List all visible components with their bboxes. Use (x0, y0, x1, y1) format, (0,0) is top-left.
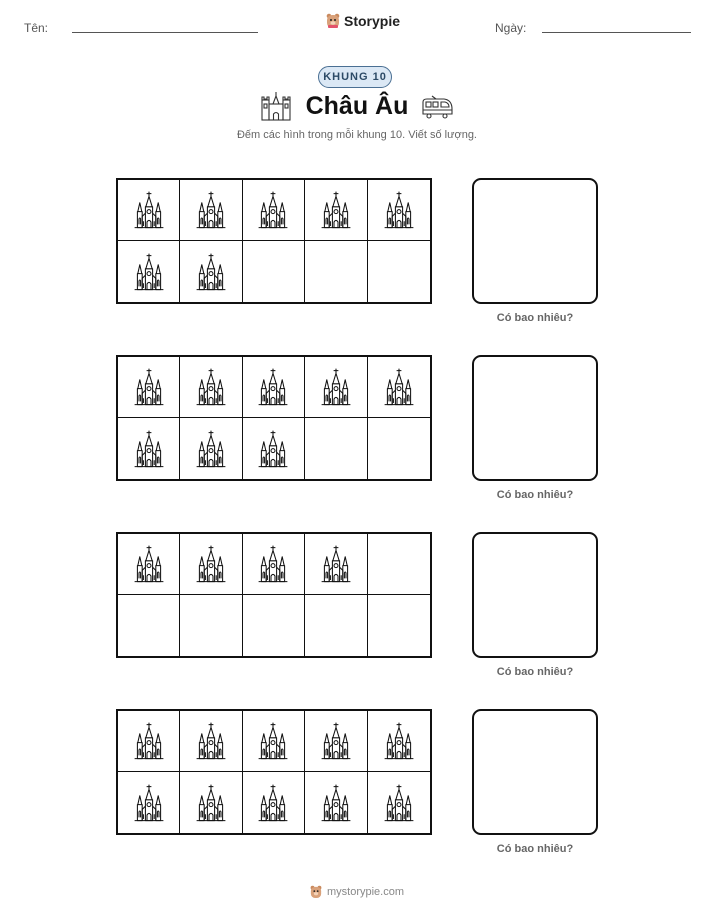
cathedral-icon (320, 781, 352, 825)
ten-frame-cell (243, 711, 305, 772)
ten-frame-cell (180, 534, 242, 595)
brand-name: Storypie (344, 13, 401, 29)
count-question: Có bao nhiêu? (496, 489, 574, 501)
cathedral-icon (383, 719, 415, 763)
name-label: Tên: (24, 21, 49, 35)
cathedral-icon (257, 188, 289, 232)
cathedral-icon (195, 250, 227, 294)
ten-frame-cell (180, 357, 242, 418)
cathedral-icon (383, 365, 415, 409)
cathedral-icon (195, 781, 227, 825)
date-label: Ngày: (495, 21, 527, 35)
ten-frame-cell (118, 534, 180, 595)
ten-frame-cell (118, 595, 180, 656)
ten-frame (116, 355, 432, 481)
bear-icon (326, 13, 340, 29)
cathedral-icon (133, 427, 165, 471)
answer-box[interactable] (472, 355, 598, 481)
cathedral-icon (195, 365, 227, 409)
train-icon (420, 95, 454, 119)
footer (0, 885, 714, 899)
cathedral-icon (195, 719, 227, 763)
answer-box[interactable] (472, 532, 598, 658)
ten-frame-cell (305, 357, 367, 418)
cathedral-icon (320, 188, 352, 232)
ten-frame-cell (118, 180, 180, 241)
cathedral-icon (257, 719, 289, 763)
cathedral-icon (195, 427, 227, 471)
cathedral-icon (257, 365, 289, 409)
ten-frame-cell (180, 418, 242, 479)
count-question: Có bao nhiêu? (496, 312, 574, 324)
bear-icon (310, 885, 322, 899)
ten-frame-cell (368, 772, 430, 833)
ten-frame-cell (305, 534, 367, 595)
ten-frame-cell (368, 357, 430, 418)
ten-frame-cell (368, 711, 430, 772)
cathedral-icon (257, 542, 289, 586)
cathedral-icon (195, 188, 227, 232)
cathedral-icon (195, 542, 227, 586)
ten-frame-cell (118, 241, 180, 302)
count-question: Có bao nhiêu? (496, 843, 574, 855)
ten-frame-cell (118, 772, 180, 833)
cathedral-icon (133, 781, 165, 825)
cathedral-icon (133, 365, 165, 409)
name-field[interactable] (72, 32, 258, 33)
ten-frame-cell (368, 595, 430, 656)
date-field[interactable] (542, 32, 691, 33)
cathedral-icon (383, 781, 415, 825)
cathedral-icon (133, 719, 165, 763)
ten-frame-cell (243, 772, 305, 833)
cathedral-icon (133, 542, 165, 586)
cathedral-icon (133, 188, 165, 232)
cathedral-icon (320, 719, 352, 763)
ten-frame-cell (305, 180, 367, 241)
ten-frame-cell (243, 180, 305, 241)
ten-frame-cell (368, 418, 430, 479)
cathedral-icon (257, 781, 289, 825)
cathedral-icon (133, 250, 165, 294)
ten-frame-cell (180, 772, 242, 833)
footer-url: mystorypie.com (326, 886, 405, 898)
ten-frame-cell (243, 357, 305, 418)
ten-frame-cell (368, 241, 430, 302)
ten-frame-cell (305, 595, 367, 656)
ten-frame-cell (180, 241, 242, 302)
ten-frame-cell (180, 711, 242, 772)
ten-frame (116, 178, 432, 304)
ten-frame-cell (243, 534, 305, 595)
cathedral-icon (383, 188, 415, 232)
ten-frame-cell (118, 711, 180, 772)
ten-frame-cell (243, 241, 305, 302)
answer-box[interactable] (472, 709, 598, 835)
ten-frame-cell (180, 595, 242, 656)
instructions: Đếm các hình trong mỗi khung 10. Viết số lượng. (236, 129, 477, 141)
page-title: Châu Âu (305, 92, 409, 120)
ten-frame-cell (305, 418, 367, 479)
ten-frame-cell (305, 772, 367, 833)
ten-frame-cell (368, 534, 430, 595)
ten-frame-cell (118, 418, 180, 479)
ten-frame-cell (305, 711, 367, 772)
ten-frame-cell (368, 180, 430, 241)
brand-logo (326, 13, 400, 29)
cathedral-icon (320, 365, 352, 409)
ten-frame-cell (243, 418, 305, 479)
ten-frame-cell (305, 241, 367, 302)
ten-frame (116, 532, 432, 658)
answer-box[interactable] (472, 178, 598, 304)
ten-frame-cell (243, 595, 305, 656)
cathedral-icon (257, 427, 289, 471)
ten-frame-cell (118, 357, 180, 418)
ten-frame-cell (180, 180, 242, 241)
frame-type-badge: KHUNG 10 (318, 66, 392, 88)
ten-frame (116, 709, 432, 835)
count-question: Có bao nhiêu? (496, 666, 574, 678)
cathedral-icon (320, 542, 352, 586)
